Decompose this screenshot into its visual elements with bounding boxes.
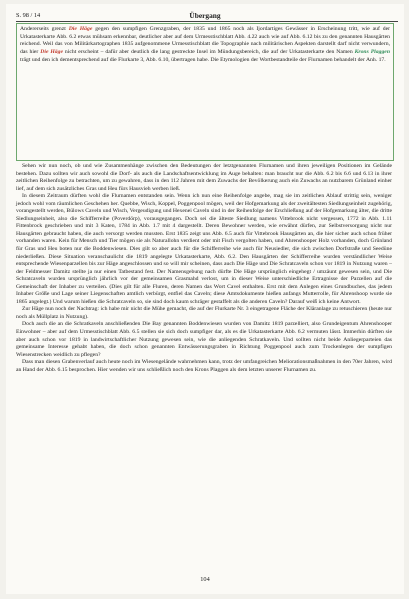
body-paragraph-3: Zur Häge nun noch der Nachtrag: ich habe mir nicht die Mühe gemacht, die auf der Flurkarte Nr. 3 eingetragene Fläche der Kläranlage zu retuschieren (heute nur noch als Müllplatz in Nutzung). <box>16 306 392 320</box>
header-rule <box>16 21 398 22</box>
body-paragraph-4: Doch auch die an die Schratkaveln anschließenden Die Bay genannten Boddenwiesen wurden von Damitz 1819 parzelliert, also Grundeigentum Ahrenshooper Einwohner – aber auf dem Urmesstischblatt Abb. 6.5 stellen sie sich doch sumpfiger dar, als es die Urkatasterkarte Abb. 6.2 vermuten lässt. Immerhin dürften sie aber auch schon vor 1819 in landwirtschaftlicher Nutzung gewesen sein, wie die anliegenden Schratkaveln. Und sollten nicht beide Anliegerparteien das gemeinsame Interesse gehabt haben, die doch schon genannten Entwässerungsgraben in Richtung Poggenpool auch zum Trockenlegen der sumpfigen Wiesenstrecken weidlich zu pflegen? <box>16 321 392 358</box>
box-paragraph <box>20 26 390 65</box>
header-title: Übergang <box>189 11 221 20</box>
box-text-1: Andererseits grenzt <box>20 26 69 32</box>
box-text-3: nicht erscheint – dafür aber deutlich die lang gestreckte Insel im Mündungsbereich, die auf der Urkatasterkarte den Namen <box>63 49 355 56</box>
body-paragraph-1: Sehen wir nun noch, ob und wie Zusammenhänge zwischen den Bedeutungen der letztgenannten Flurnamen und ihren jeweiligen Positionen im Gelände bestehen. Dazu sollten wir auch sowohl die Dorf- als auch die Landschaftsentwicklung im Auge behalten: man braucht nur die Abb. 6.2 bis 6.6 und 6.13 in ihrer zeitlichen Reihenfolge zu betrachten, um zu gewahren, dass in den 112 Jahren mit dem Zuwachs der Bevölkerung auch ein Zuwachs an nutzbarem Grünland einher lief, auf dem sich zusätzliches Gras und Heu fürs Hausvieh werben ließ. <box>16 163 392 192</box>
header-page-ref: S. 98 / 14 <box>16 12 41 19</box>
box-text-2: gegen den sumpfigen Grenzgraben, der 1835 und 1865 noch als Ijordartiges Gewässer in Erscheinung tritt, wie auf der Urkatasterkarte Abb. 6.2 etwas mühsam erkennbar, deutlicher aber auf dem Urmesstischblatt Abb. 4.22 auch wie auf Abb. 6.12 bis zu den genannten Hausgärten reichend. Weil das von Militärkartographen 1835 aufgenommene Urmesstischblatt die Topographie nach militärischen Aspekten darstellt darf nicht verwundern, das hier <box>20 26 390 56</box>
body-paragraph-2: In diesem Zeitraum dürften wohl die Flurnamen entstanden sein. Wenn ich nun eine Reihenfolge angebe, mag sie im zeitlichen Ablauf strittig sein, weniger jedoch wohl vom räumlichen Geschehen her. Quebbe, Wisch, Koppel, Poggenpool mögen, weil der Hofgemarkung als der zweitältesten Siedlungseinheit zugehörig, vorangestellt werden, Bülows Caveln und Wisch, Vergeudigung und Hexenei Caveln sind in der Reihenfolge der Erschließung auf der Hofgemarkung älter, die dritte Siedlungseinheit, also die Schifferreihe (Poverdörp), vorausgegangen. Doch sei die älteste Siedlung namens Vittebrook nicht vergessen, 1772 in Abb. 1.11 Fittenbrock geschrieben und mit 3 Katen, 1784 in Abb. 1.7 mit 4 dargestellt. Deren Bewohner werden, wie erwähnt dürfen, zur Selbstversorgung nicht nur Hausgärten gebraucht haben, die auch versorgt werden mussten. Erst 1835 zeigt uns Abb. 6.5 auch für Vittebrook Hausgärten an, die hier sicher auch schon früher vorhanden waren. Kein für Mensch und Tier mögen sie als Naturallohn verdient oder mit Fisch vergolten haben, und Ahrenshooper Holz vorhanden, doch Grünland für Gras und Heu boten nur die Boddenwiesen. Dies gilt so aber auch für die Schifferreihe wie auch für Neusiedler, die sich zwischen Dorfstraße und Seedüne niederließen. Diese Situation veranschaulicht die 1819 angelegte Urkatasterkarte, Abb. 6.2. Den Hausgärten der Schifferreihe wurden verständlicher Weise entsprechende Wiesenparzellen bis zur Häge angeschlossen und so will mir scheinen, dass auch Die Häge und Die Schratcaveln schon vor 1819 in Nutzung waren – der Feldmesser Damitz stellte ja nur einen Tatbestand fest. Der Namensgebung nach dürfte Die Häge ursprünglich eingehegt / umzäunt gewesen sein, und Die Schratcaveln wurden ursprünglich jährlich vor der gemeinsamen Grasmahd verlost, um in dieser Weise unterschiedliche Ertragnisse der Parzellen auf die Gemeinschaft der Inhaber zu verteilen. (Dies gilt für alle Fluren, deren Namen das Wort Cavel enthalten. Erst mit dem Anlegen eines Grundbuches, das jedem Inhaber Größe und Lage seiner Liegenschaften amtlich verbürgt, entfiel das Caveln; diese Amtsdokumente hießen anfangs Mutterrolle, für Ahrenshoop wurde sie 1865 angelegt.) Und warum hießen die Schratcaveln so, sie sind doch kaum schräger gestaffelt als die anderen Caveln? Darauf weiß ich keine Antwort. <box>16 193 392 305</box>
box-text-4: trägt und den ich dementsprechend auf die Flurkarte 3, Abb. 6.10, übertragen habe. Die Etymologien der Wortbestandteile der Flurnamen behandelt der Anh. 17. <box>20 56 386 63</box>
document-page <box>6 4 404 594</box>
box-term-die-haege-2: Die Häge <box>40 49 64 56</box>
page-number: 104 <box>200 576 210 583</box>
box-term-krons-plaggen: Krons Plaggen <box>354 49 390 56</box>
highlight-box <box>16 23 394 161</box>
body-paragraph-5: Dass man diesen Grabenverlauf auch heute noch im Wiesengelände wahrnehmen kann, trotz der umfangreichen Meliorationsmaßnahmen in den 70er Jahren, wird an Hand der Abb. 6.15 besprochen. Hier wenden wir uns schließlich noch den Krons Plaggen als dem letzten unserer Flurnamen zu. <box>16 359 392 373</box>
box-term-die-haege-1: Die Häge <box>68 26 93 32</box>
body-text <box>16 163 392 374</box>
